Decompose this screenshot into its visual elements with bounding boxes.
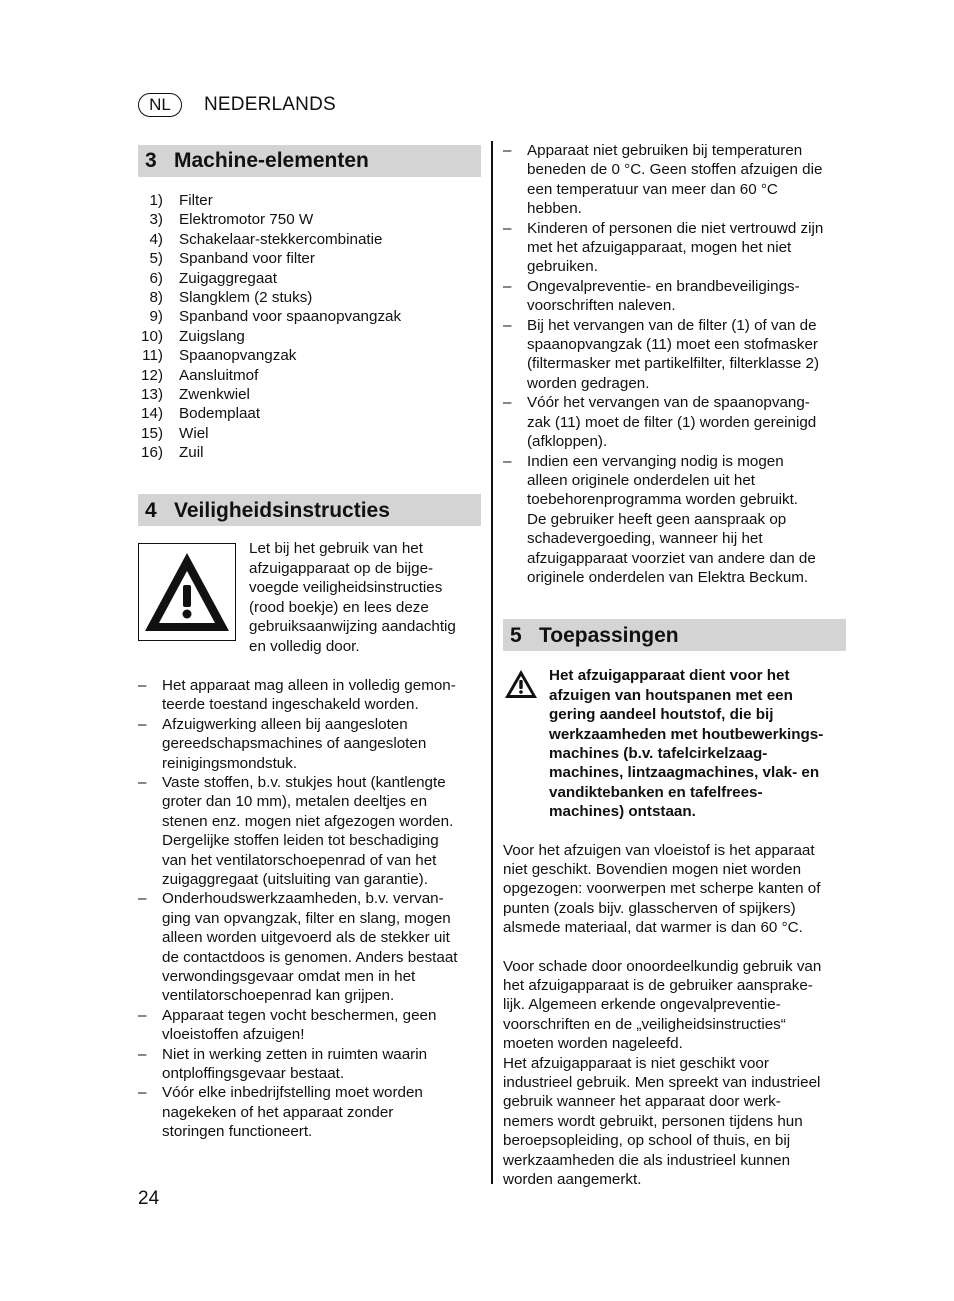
list-item: 4) Schakelaar-stekkercombinatie (149, 230, 383, 248)
safety-warning-text: Let bij het gebruik van het afzuigapparaat op de bijge- voegde veiligheidsinstructies (rood boekje) en lees deze gebruiksaanwijzing aandachtig en volledig door. (249, 540, 456, 655)
list-item: 13) Zwenkwiel (141, 385, 250, 403)
section-5-heading (503, 619, 846, 651)
machine-elements-list (138, 191, 481, 462)
section-3-title: Machine-elementen (174, 149, 369, 173)
paragraph-liability: Voor schade door onoordeelkundig gebruik van het afzuigapparaat is de gebruiker aansprake- lijk. Algemeen erkende ongevalpreventie- voorschriften en de „veiligheidsinstructies“ moeten worden nageleefd. Het afzuigapparaat is niet geschikt voor industrieel gebruik. Men spreekt van industrieel gebruik wanneer het apparaat door werk- nemers wordt gebruikt, personen tijdens hun beroepsopleiding, op school of thuis, en bij werkzaamheden die als industrieel kunnen worden aangemerkt. (503, 957, 822, 1189)
list-item: – Ongevalpreventie- en brandbeveiligings- voorschriften naleven. (503, 277, 800, 315)
right-column (503, 141, 846, 1190)
list-item: 11) Spaanopvangzak (142, 347, 297, 365)
list-item: 6) Zuigaggregaat (149, 269, 277, 287)
list-item: 9) Spanband voor spaanopvangzak (149, 308, 402, 326)
safety-instructions-list-continued (503, 141, 846, 587)
list-item: – Indien een vervanging nodig is mogen alleen originele onderdelen uit het toebehorenprogramma worden gebruikt. De gebruiker heeft geen aanspraak op schadevergoeding, wanneer hij het afzuigapparaat voorziet van andere dan de originele onderdelen van Elektra Beckum. (503, 452, 816, 586)
list-item: – Apparaat tegen vocht beschermen, geen vloeistoffen afzuigen! (138, 1006, 437, 1044)
list-item: 15) Wiel (141, 424, 209, 442)
list-item: 10) Zuigslang (141, 327, 245, 345)
column-divider (491, 141, 493, 1184)
page-header (138, 93, 336, 117)
language-name: NEDERLANDS (204, 94, 336, 116)
section-4-heading (138, 494, 481, 526)
list-item: – Vaste stoffen, b.v. stukjes hout (kantlengte groter dan 10 mm), metalen deeltjes en stenen enz. mogen niet afgezogen worden. Dergelijke stoffen leiden tot beschadiging van het ventilatorschoepenrad of van het zuigaggregaat (uitsluiting van garantie). (138, 773, 454, 888)
usage-note-text: Het afzuigapparaat dient voor het afzuigen van houtspanen met een gering aandeel houtstof, die bij werkzaamheden met houtbewerkings- machines (b.v. tafelcirkelzaag- machines, lintzaagmachines, vlak- en vandiktebanken en tafelfrees- machines) ontstaan. (549, 667, 824, 821)
safety-instructions-list (138, 676, 481, 1142)
warning-triangle-icon (138, 543, 236, 641)
list-item: 1) Filter (149, 192, 213, 209)
list-item: 14) Bodemplaat (141, 405, 261, 423)
usage-note-block (503, 666, 846, 821)
list-item: 8) Slangklem (2 stuks) (149, 288, 313, 306)
section-3-number: 3 (145, 149, 157, 173)
list-item: 16) Zuil (141, 444, 204, 462)
list-item: 3) Elektromotor 750 W (149, 211, 314, 229)
list-item: – Het apparaat mag alleen in volledig gemon- teerde toestand ingeschakeld worden. (138, 676, 456, 714)
list-item: – Kinderen of personen die niet vertrouwd zijn met het afzuigapparaat, mogen het niet gebruiken. (503, 219, 824, 276)
warning-triangle-icon (503, 666, 549, 821)
section-5-title: Toepassingen (539, 623, 679, 647)
list-item: – Afzuigwerking alleen bij aangesloten gereedschapsmachines of aangesloten reinigingsmondstuk. (138, 715, 427, 772)
paragraph-liquids: Voor het afzuigen van vloeistof is het apparaat niet geschikt. Bovendien mogen niet worden opgezogen: voorwerpen met scherpe kanten of punten (zoals bijv. glasscherven of spijkers) alsmede materiaal, dat warmer is dan 60 °C. (503, 841, 821, 937)
section-3-heading (138, 145, 481, 177)
section-5-number: 5 (510, 623, 522, 647)
list-item: – Niet in werking zetten in ruimten waarin ontploffingsgevaar bestaat. (138, 1045, 428, 1083)
list-item: – Vóór het vervangen van de spaanopvang- zak (11) moet de filter (1) worden gereinigd (afkloppen). (503, 394, 817, 451)
section-4-title: Veiligheidsinstructies (174, 498, 390, 522)
list-item: – Bij het vervangen van de filter (1) of van de spaanopvangzak (11) moet een stofmasker (filtermasker met partikelfilter, filterklasse 2) worden gedragen. (503, 316, 820, 392)
list-item: – Apparaat niet gebruiken bij temperaturen beneden de 0 °C. Geen stoffen afzuigen die een temperatuur van meer dan 60 °C hebben. (503, 142, 823, 218)
page-number: 24 (138, 1188, 160, 1209)
left-column (138, 145, 481, 1142)
list-item: – Onderhoudswerkzaamheden, b.v. vervan- ging van opvangzak, filter en slang, mogen alleen worden uitgevoerd als de stekker uit de contactdoos is genomen. Anders bestaat verwondingsgevaar omdat men in het ventilatorschoepenrad kan grijpen. (138, 890, 458, 1005)
list-item: – Vóór elke inbedrijfstelling moet worden nagekeken of het apparaat zonder storingen functioneert. (138, 1084, 423, 1141)
safety-warning-block (138, 540, 481, 655)
language-badge: NL (138, 93, 182, 117)
section-4-number: 4 (145, 498, 157, 522)
list-item: 5) Spanband voor filter (149, 250, 315, 268)
list-item: 12) Aansluitmof (141, 366, 259, 384)
